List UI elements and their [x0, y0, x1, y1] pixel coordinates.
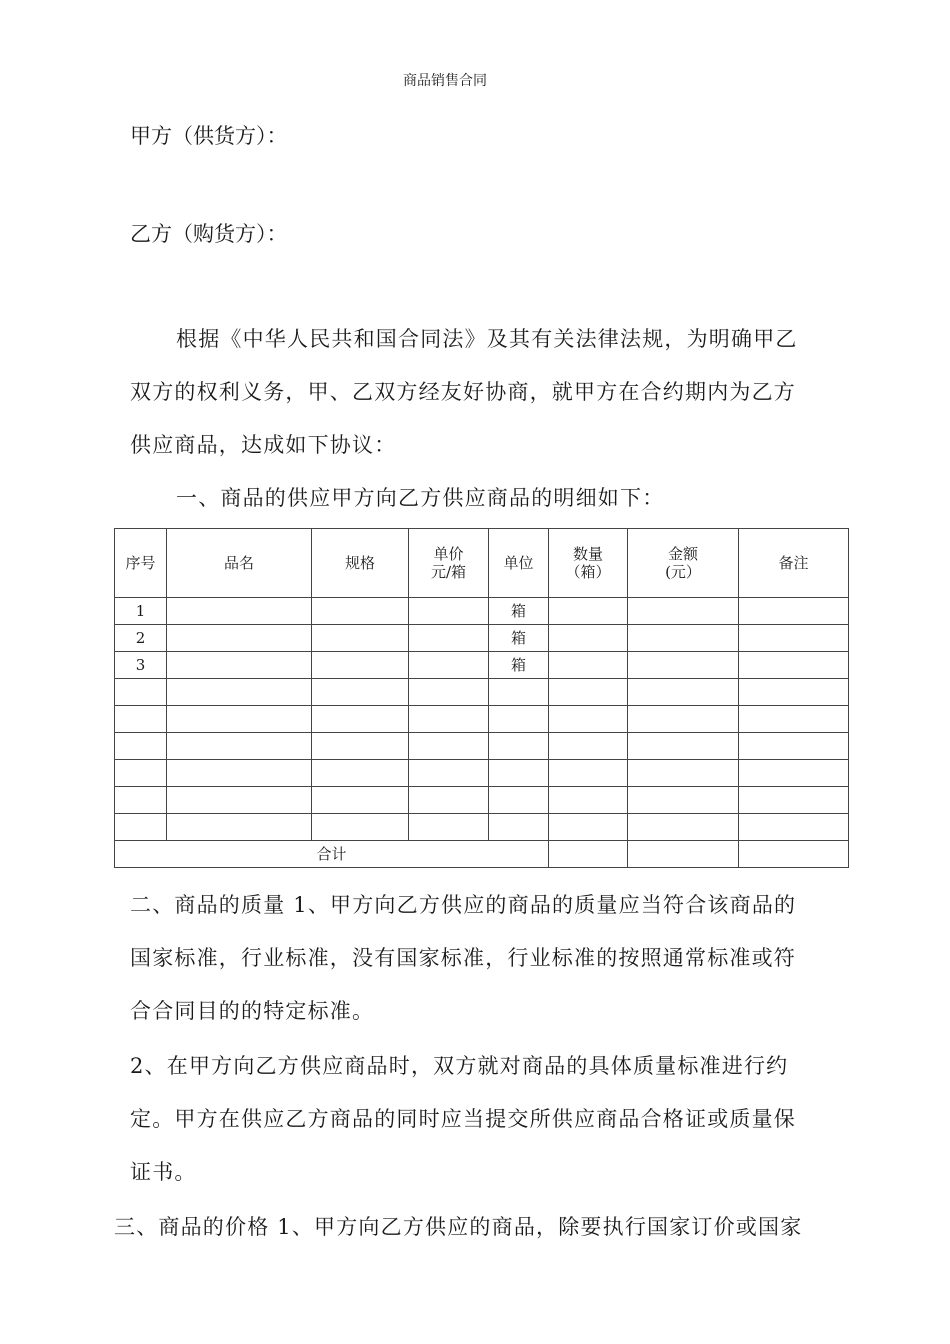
table-row [115, 706, 849, 733]
intro-line-2: 双方的权利义务，甲、乙双方经友好协商，就甲方在合约期内为乙方 [130, 380, 796, 404]
cell-qty [549, 814, 628, 841]
cell-qty [549, 652, 628, 679]
table-row [115, 679, 849, 706]
cell-unit: 箱 [489, 625, 549, 652]
cell-seq: 3 [115, 652, 167, 679]
cell-spec [312, 733, 409, 760]
cell-seq: 1 [115, 598, 167, 625]
cell-price [409, 652, 489, 679]
cell-name [167, 625, 312, 652]
cell-name [167, 679, 312, 706]
table-total-row [115, 841, 849, 868]
total-qty [549, 841, 628, 868]
cell-name [167, 706, 312, 733]
party-a-label: 甲方（供货方）： [130, 124, 288, 148]
cell-spec [312, 760, 409, 787]
cell-amount [628, 733, 739, 760]
cell-qty [549, 706, 628, 733]
document-title: 商品销售合同 [403, 73, 487, 89]
header-unit: 单位 [489, 529, 549, 598]
cell-price [409, 787, 489, 814]
cell-name [167, 814, 312, 841]
section-2b-line-3: 证书。 [130, 1160, 197, 1184]
cell-remark [739, 733, 849, 760]
cell-spec [312, 814, 409, 841]
cell-price [409, 760, 489, 787]
cell-spec [312, 679, 409, 706]
table-row [115, 598, 849, 625]
table-row [115, 814, 849, 841]
cell-amount [628, 706, 739, 733]
cell-price [409, 733, 489, 760]
header-remark: 备注 [739, 529, 849, 598]
cell-seq [115, 814, 167, 841]
cell-amount [628, 679, 739, 706]
cell-spec [312, 598, 409, 625]
header-amount: 金额 (元） [628, 529, 739, 598]
section-1-heading: 一、商品的供应甲方向乙方供应商品的明细如下： [176, 486, 665, 510]
total-amount [628, 841, 739, 868]
cell-seq [115, 787, 167, 814]
total-label: 合计 [115, 841, 549, 868]
cell-amount [628, 760, 739, 787]
cell-price [409, 625, 489, 652]
section-2-line-2: 国家标准，行业标准，没有国家标准，行业标准的按照通常标准或符 [130, 946, 796, 970]
cell-price [409, 598, 489, 625]
cell-qty [549, 787, 628, 814]
cell-unit: 箱 [489, 652, 549, 679]
cell-remark [739, 706, 849, 733]
cell-qty [549, 598, 628, 625]
cell-spec [312, 706, 409, 733]
cell-unit [489, 787, 549, 814]
section-2b-line-2: 定。甲方在供应乙方商品的同时应当提交所供应商品合格证或质量保 [130, 1107, 796, 1131]
cell-seq [115, 733, 167, 760]
total-remark [739, 841, 849, 868]
table-row [115, 652, 849, 679]
cell-unit: 箱 [489, 598, 549, 625]
cell-remark [739, 598, 849, 625]
cell-name [167, 598, 312, 625]
cell-name [167, 787, 312, 814]
cell-qty [549, 625, 628, 652]
table-header-row [115, 529, 849, 598]
header-quantity: 数量 （箱） [549, 529, 628, 598]
intro-line-1: 根据《中华人民共和国合同法》及其有关法律法规，为明确甲乙 [176, 327, 798, 351]
section-2-line-1: 二、商品的质量 1、甲方向乙方供应的商品的质量应当符合该商品的 [130, 893, 797, 917]
cell-unit [489, 679, 549, 706]
cell-unit [489, 760, 549, 787]
cell-qty [549, 733, 628, 760]
cell-remark [739, 760, 849, 787]
cell-price [409, 679, 489, 706]
cell-name [167, 733, 312, 760]
cell-remark [739, 787, 849, 814]
cell-name [167, 760, 312, 787]
header-name: 品名 [167, 529, 312, 598]
table-row [115, 733, 849, 760]
cell-remark [739, 679, 849, 706]
cell-amount [628, 814, 739, 841]
header-unit-price: 单价 元/箱 [409, 529, 489, 598]
party-b-label: 乙方（购货方）： [130, 222, 288, 246]
cell-seq [115, 760, 167, 787]
cell-unit [489, 814, 549, 841]
cell-seq [115, 706, 167, 733]
table-row [115, 760, 849, 787]
cell-spec [312, 625, 409, 652]
cell-price [409, 706, 489, 733]
header-spec: 规格 [312, 529, 409, 598]
cell-spec [312, 787, 409, 814]
cell-remark [739, 625, 849, 652]
header-seq: 序号 [115, 529, 167, 598]
cell-seq: 2 [115, 625, 167, 652]
cell-unit [489, 733, 549, 760]
cell-qty [549, 679, 628, 706]
section-3-line-1: 三、商品的价格 1、甲方向乙方供应的商品，除要执行国家订价或国家 [114, 1215, 803, 1239]
intro-line-3: 供应商品，达成如下协议： [130, 433, 397, 457]
cell-seq [115, 679, 167, 706]
cell-name [167, 652, 312, 679]
table-row [115, 787, 849, 814]
cell-qty [549, 760, 628, 787]
table-row [115, 625, 849, 652]
cell-unit [489, 706, 549, 733]
section-2-line-3: 合合同目的的特定标准。 [130, 999, 375, 1023]
cell-price [409, 814, 489, 841]
cell-amount [628, 625, 739, 652]
section-2b-line-1: 2、在甲方向乙方供应商品时，双方就对商品的具体质量标准进行约 [130, 1054, 789, 1078]
goods-table [114, 528, 849, 868]
cell-remark [739, 652, 849, 679]
cell-amount [628, 652, 739, 679]
cell-remark [739, 814, 849, 841]
cell-spec [312, 652, 409, 679]
cell-amount [628, 598, 739, 625]
cell-amount [628, 787, 739, 814]
